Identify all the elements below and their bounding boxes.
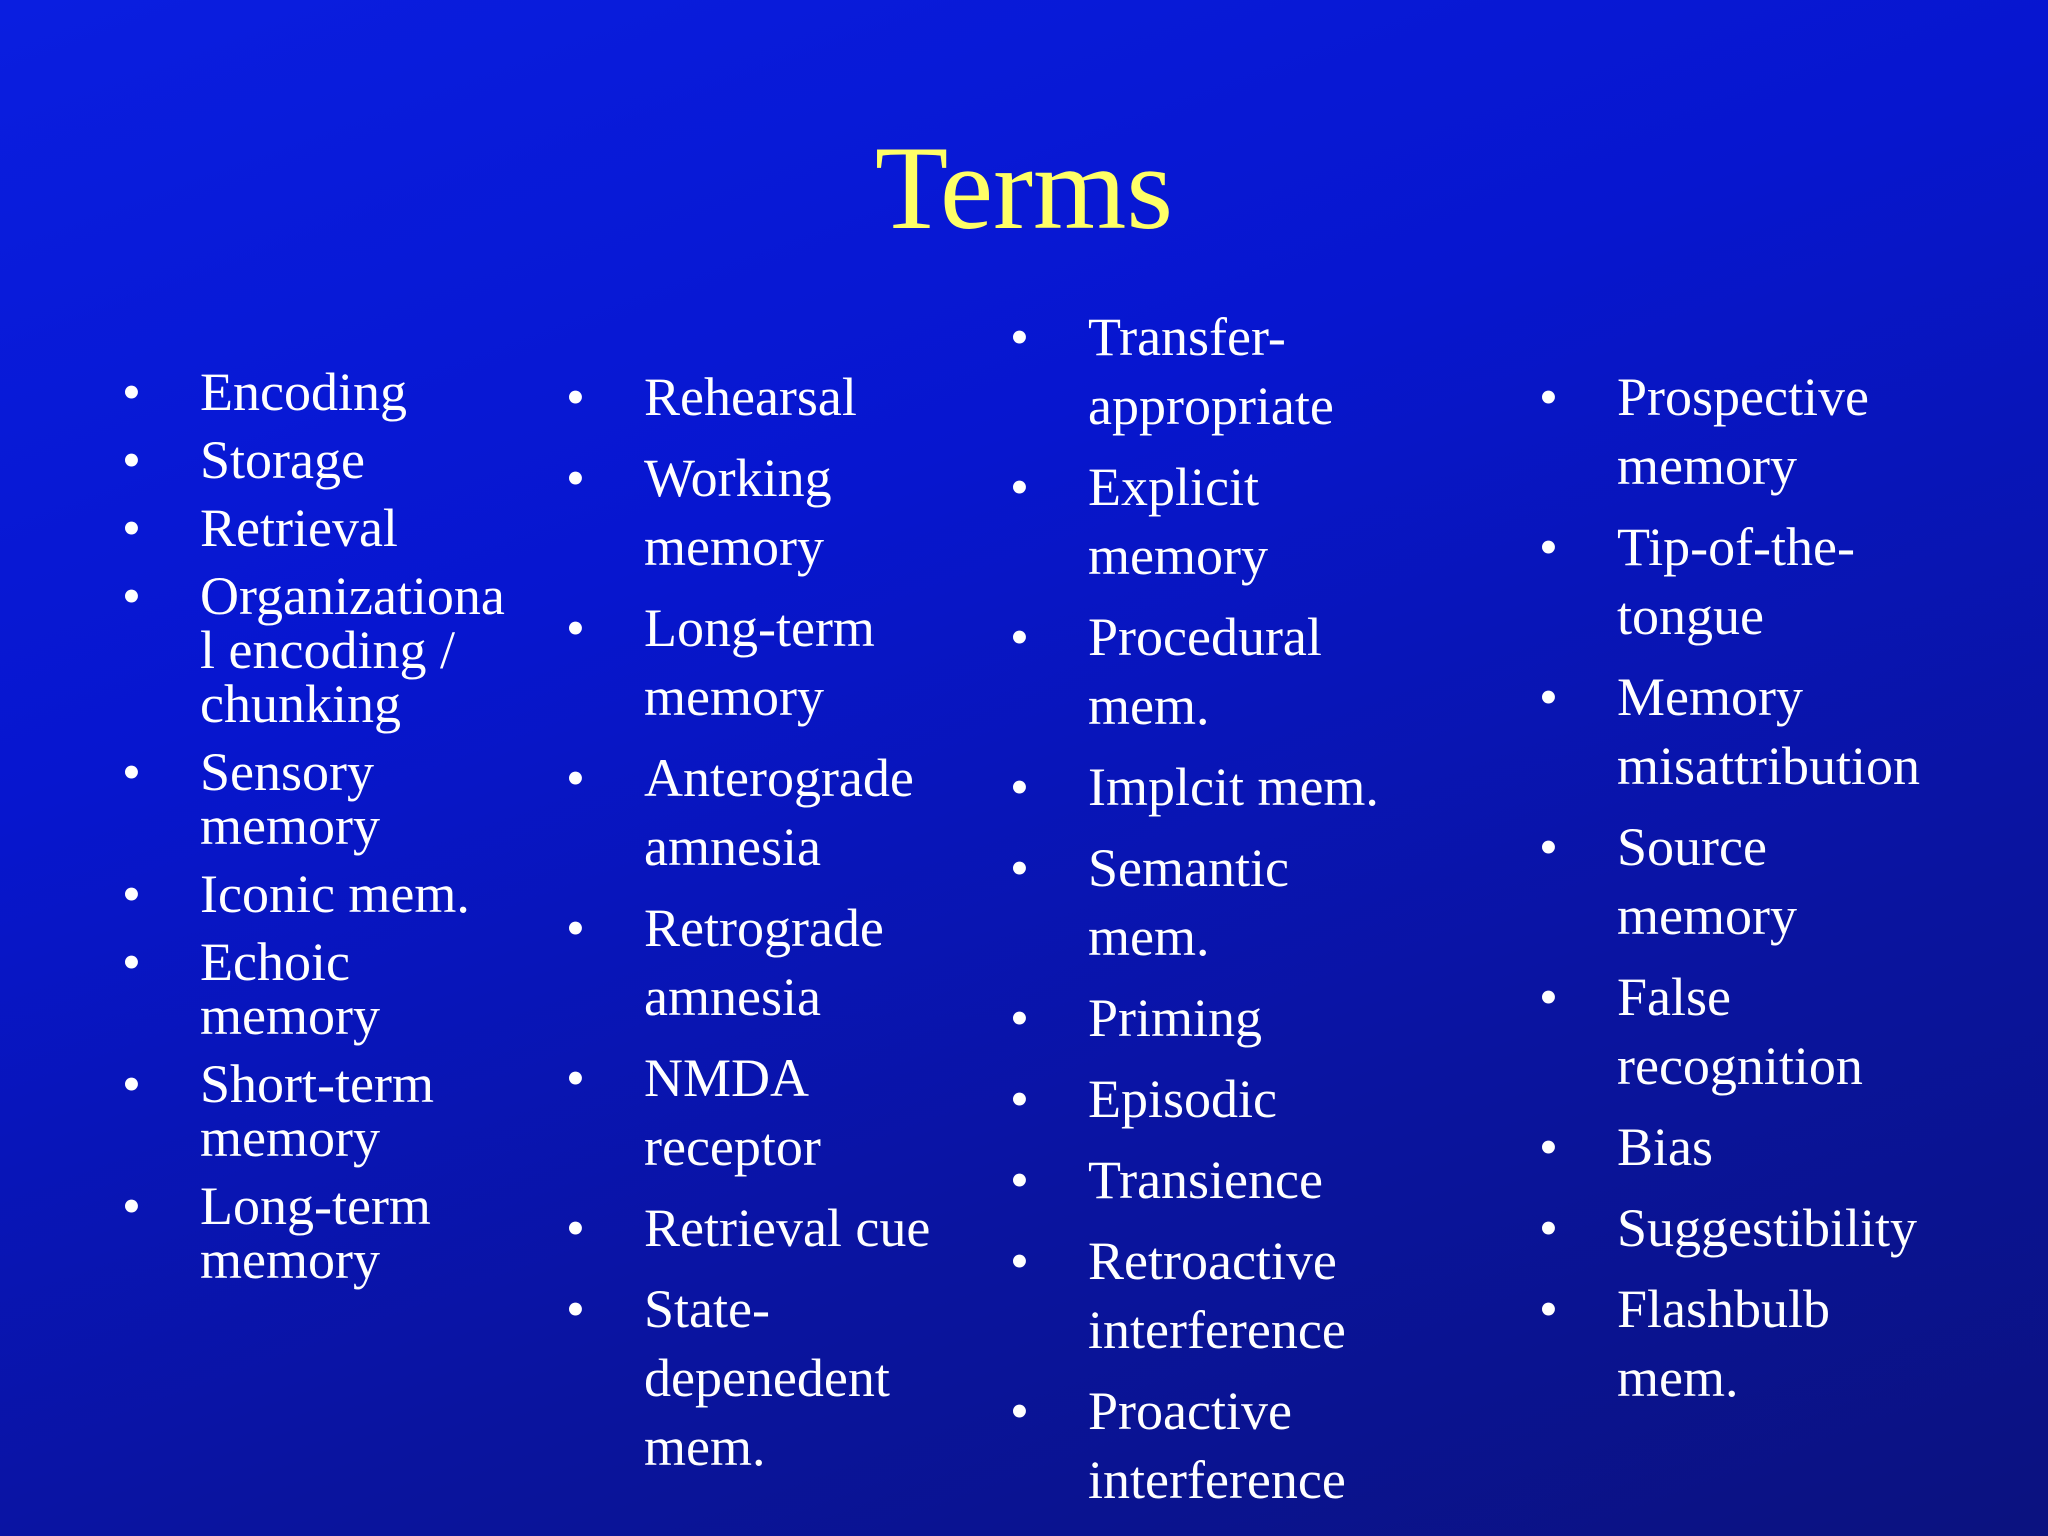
list-item: • Proactive interference	[1010, 1377, 1510, 1515]
list-item: • Storage	[122, 433, 542, 487]
list-item: • Bias	[1539, 1113, 2029, 1182]
list-item: • Explicit memory	[1010, 453, 1510, 591]
list-item: • Rehearsal	[566, 363, 986, 432]
list-item: • Working memory	[566, 444, 986, 582]
list-item: • State- depenedent mem.	[566, 1275, 986, 1482]
list-item: • Long-term memory	[566, 594, 986, 732]
list-item: • Retrieval	[122, 501, 542, 555]
list-item: • Anterograde amnesia	[566, 744, 986, 882]
list-item: • Memory misattribution	[1539, 663, 2029, 801]
list-item: • Flashbulb mem.	[1539, 1275, 2029, 1413]
list-item: • Retrograde amnesia	[566, 894, 986, 1032]
list-item: • Retrieval cue	[566, 1194, 986, 1263]
list-item: • Sensory memory	[122, 745, 542, 853]
list-item: • Episodic	[1010, 1065, 1510, 1134]
list-item: • Long-term memory	[122, 1179, 542, 1287]
list-item: • Transience	[1010, 1146, 1510, 1215]
list-item: • Priming	[1010, 984, 1510, 1053]
terms-column-1	[122, 362, 542, 1301]
terms-column-2	[566, 363, 986, 1494]
list-item: • Implcit mem.	[1010, 753, 1510, 822]
list-item: • NMDA receptor	[566, 1044, 986, 1182]
list-item: • Transfer- appropriate	[1010, 303, 1510, 441]
list-item: • Encoding	[122, 365, 542, 419]
list-item: • Prospective memory	[1539, 363, 2029, 501]
list-item: • Organizationa l encoding / chunking	[122, 569, 542, 731]
list-item: • Procedural mem.	[1010, 603, 1510, 741]
terms-column-4	[1539, 363, 2029, 1425]
list-item: • Suggestibility	[1539, 1194, 2029, 1263]
slide-title: Terms	[874, 121, 1174, 254]
list-item: • Source memory	[1539, 813, 2029, 951]
list-item: • Tip-of-the- tongue	[1539, 513, 2029, 651]
list-item: • Semantic mem.	[1010, 834, 1510, 972]
list-item: • Retroactive interference	[1010, 1227, 1510, 1365]
list-item: • False recognition	[1539, 963, 2029, 1101]
list-item: • Short-term memory	[122, 1057, 542, 1165]
list-item: • Echoic memory	[122, 935, 542, 1043]
list-item: • Iconic mem.	[122, 867, 542, 921]
terms-column-3	[1010, 303, 1510, 1527]
